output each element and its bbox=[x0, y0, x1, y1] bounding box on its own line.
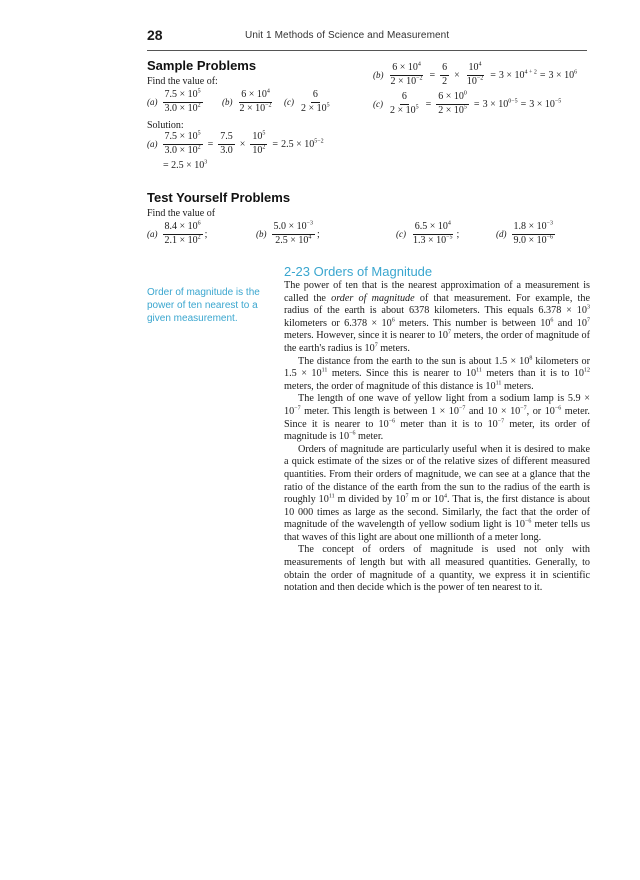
sample-problem-b: (b) $\frac{6 \times 10^4}{2 \times 10^{-2}}$ bbox=[222, 88, 272, 114]
problem-label: (a) bbox=[147, 97, 158, 107]
margin-note: Order of magnitude is the power of ten nearest to a given measurement. bbox=[147, 287, 260, 324]
test-problem-a: (a) $\frac{8.4 \times 10^6}{2.1 \times 10^2}$ ; bbox=[147, 220, 208, 246]
paragraph-3: The length of one wave of yellow light from a sodium lamp is $5.9 \times 10^{-7}$ meter. This length is between $1 \times 10^{-7}$ and $10 \times 10^{-7}$, or $10^{-6}$ meter. Since it is nearer to $10^{-6}$ meter than it is to $10^{-7}$ meter, its order of magnitude is $10^{-6}$ meter. bbox=[284, 393, 590, 443]
solution-b: (b) $\frac{6 \times 10^4}{2 \times 10^{-2}}$ = $\frac{6}{2}$ × $\frac{10^4}{10^{-2}}$ = $3 \times 10^{4 + 2}$ = $3 \times 10^6$ bbox=[373, 61, 578, 87]
solution-a-final: = $2.5 \times 10^3$ bbox=[163, 159, 208, 171]
test-problem-b: (b) $\frac{5.0 \times 10^{-3}}{2.5 \times 10^4}$ ; bbox=[256, 220, 320, 246]
test-find-text: Find the value of bbox=[147, 208, 216, 219]
problem-label: (c) bbox=[284, 97, 294, 107]
sample-problems-title: Sample Problems bbox=[147, 58, 257, 73]
header-rule bbox=[147, 50, 587, 51]
paragraph-5: The concept of orders of magnitude is used not only with measurements of length but with all measured quantities. Generally, to obtain the order of magnitude of a quantity, we express it in scientific notation and then decide which is the power of ten nearest to it. bbox=[284, 544, 590, 594]
paragraph-1: The power of ten that is the nearest approximation of a measurement is called the order of magnitude of that measurement. For example, the radius of the earth is about 6378 kilometers. This equals $6.378 \times 10^3$ kilometers or $6.378 \times 10^6$ meters. This number is between $10^6$ and $10^7$ meters. However, since it is nearer to $10^7$ meters, the order of magnitude of the earth's radius is $10^7$ meters. bbox=[284, 280, 590, 354]
paragraph-2: The distance from the earth to the sun is about $1.5 \times 10^8$ kilometers or $1.5 \times 10^{11}$ meters. Since this is nearer to $10^{11}$ meters than it is to $10^{12}$ meters, the order of magnitude of this distance is $10^{11}$ meters. bbox=[284, 355, 591, 392]
problem-label: (b) bbox=[222, 97, 233, 107]
paragraph-4: Orders of magnitude are particularly useful when it is desired to make a quick estimate of the sizes or of the relative sizes of different measured quantities. From their orders of magnitude, we can see at a glance that the ratio of the distance of the earth from the sun to the radius of the earth is roughly $10^{11}$ m divided by $10^7$ m or $10^4$. That is, the first distance is about 10 000 times as large as the second. Similarly, the fact that the order of magnitude of the wavelength of yellow sodium light is $10^{-6}$ meter tells us that waves of this light are about one millionth of a meter long. bbox=[284, 443, 590, 543]
sample-find-text: Find the value of: bbox=[147, 76, 218, 87]
solution-c: (c) $\frac{6}{2 \times 10^5}$ = $\frac{6 \times 10^0}{2 \times 10^5}$ = $3 \times 10^{0-5}$ = $3 \times 10^{-5}$ bbox=[373, 90, 562, 116]
test-yourself-title: Test Yourself Problems bbox=[147, 190, 291, 205]
page-number: 28 bbox=[147, 27, 163, 43]
sample-problem-a: (a) $\frac{7.5 \times 10^5}{3.0 \times 10^2}$ bbox=[147, 88, 201, 114]
section-heading: 2-23 Orders of Magnitude bbox=[284, 264, 433, 279]
section-body bbox=[284, 280, 590, 595]
solution-a: (a) $\frac{7.5 \times 10^5}{3.0 \times 10^2}$ = $\frac{7.5}{3.0}$ × $\frac{10^5}{10^2}$ = $2.5 \times 10^{5-2}$ bbox=[147, 130, 324, 156]
solution-label: Solution: bbox=[147, 120, 184, 131]
test-problem-d: (d) $\frac{1.8 \times 10^{-3}}{9.0 \times 10^{-6}}$ bbox=[496, 220, 554, 246]
sample-problem-c: (c) $\frac{6}{2 \times 10^5}$ bbox=[284, 89, 330, 114]
test-problem-c: (c) $\frac{6.5 \times 10^4}{1.3 \times 10^{-5}}$ ; bbox=[396, 220, 460, 246]
running-head: Unit 1 Methods of Science and Measurement bbox=[245, 30, 450, 41]
